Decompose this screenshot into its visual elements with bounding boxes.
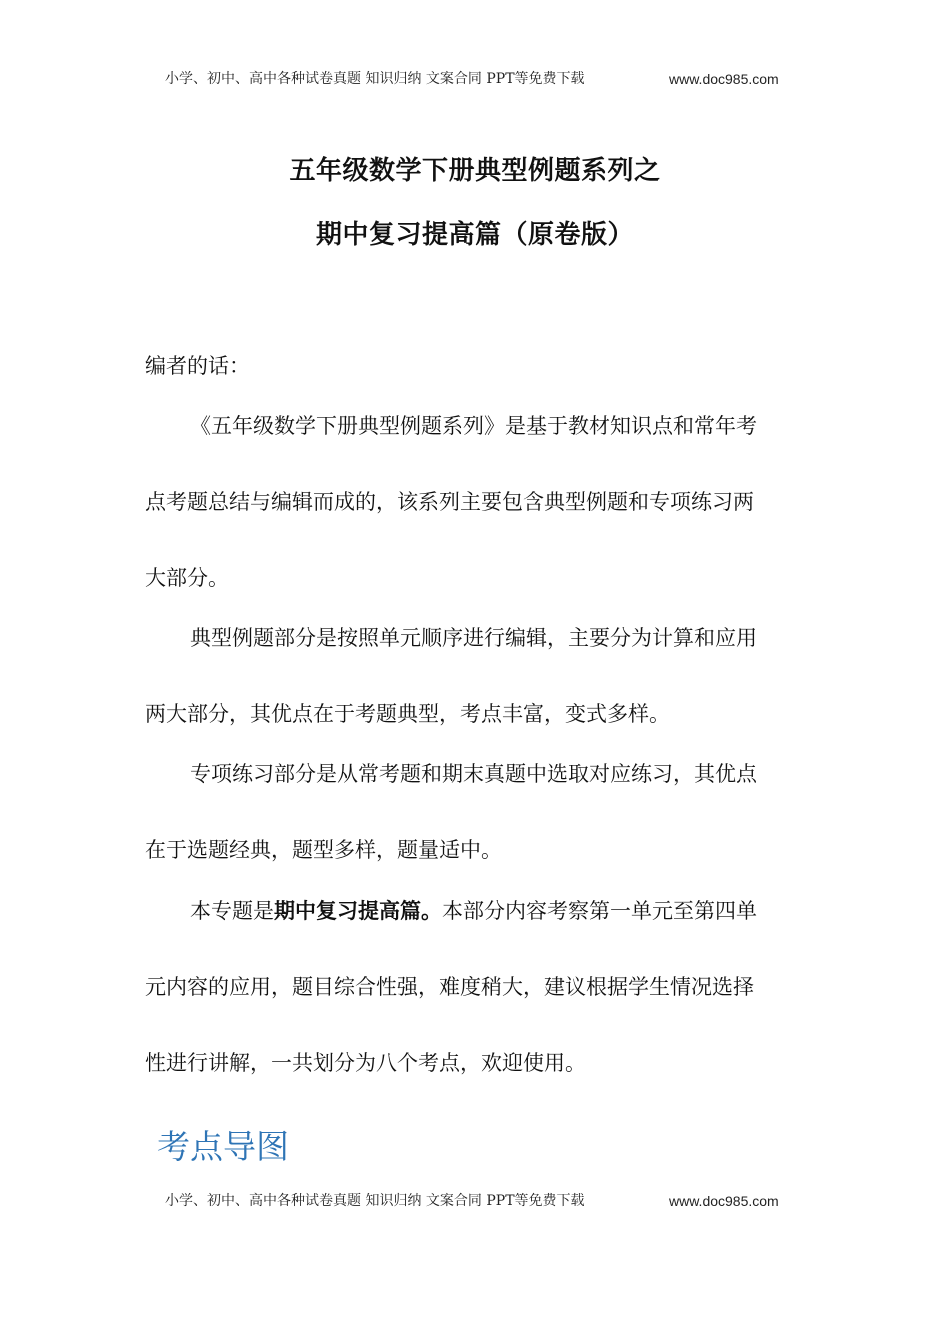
paragraph-1-line-3: 大部分。 bbox=[145, 566, 229, 590]
paragraph-4-prefix: 本专题是 bbox=[190, 899, 274, 923]
paragraph-4-line-3: 性进行讲解，一共划分为八个考点，欢迎使用。 bbox=[145, 1051, 586, 1075]
paragraph-1-line-2: 点考题总结与编辑而成的，该系列主要包含典型例题和专项练习两 bbox=[145, 490, 754, 514]
toc-section-heading: 考点导图 bbox=[157, 1127, 289, 1166]
document-title-line-1: 五年级数学下册典型例题系列之 bbox=[289, 156, 661, 186]
footer-text: 小学、初中、高中各种试卷真题 知识归纳 文案合同 PPT等免费下载 bbox=[165, 1193, 585, 1209]
paragraph-1-line-1: 《五年级数学下册典型例题系列》是基于教材知识点和常年考 bbox=[190, 414, 757, 438]
paragraph-4-bold-topic: 期中复习提高篇。 bbox=[274, 899, 442, 923]
editor-note-label: 编者的话： bbox=[145, 354, 250, 378]
header-text: 小学、初中、高中各种试卷真题 知识归纳 文案合同 PPT等免费下载 bbox=[165, 71, 585, 87]
paragraph-4-line-2: 元内容的应用，题目综合性强，难度稍大，建议根据学生情况选择 bbox=[145, 975, 754, 999]
header-url[interactable]: www.doc985.com bbox=[669, 71, 779, 87]
paragraph-4-line-1 bbox=[190, 897, 850, 925]
paragraph-4-suffix: 本部分内容考察第一单元至第四单 bbox=[442, 899, 757, 923]
footer-url[interactable]: www.doc985.com bbox=[669, 1193, 779, 1209]
paragraph-2-line-1: 典型例题部分是按照单元顺序进行编辑，主要分为计算和应用 bbox=[190, 626, 757, 650]
paragraph-3-line-2: 在于选题经典，题型多样，题量适中。 bbox=[145, 838, 502, 862]
document-title-line-2: 期中复习提高篇（原卷版） bbox=[315, 220, 634, 250]
paragraph-2-line-2: 两大部分，其优点在于考题典型，考点丰富，变式多样。 bbox=[145, 702, 670, 726]
paragraph-3-line-1: 专项练习部分是从常考题和期末真题中选取对应练习，其优点 bbox=[190, 762, 757, 786]
